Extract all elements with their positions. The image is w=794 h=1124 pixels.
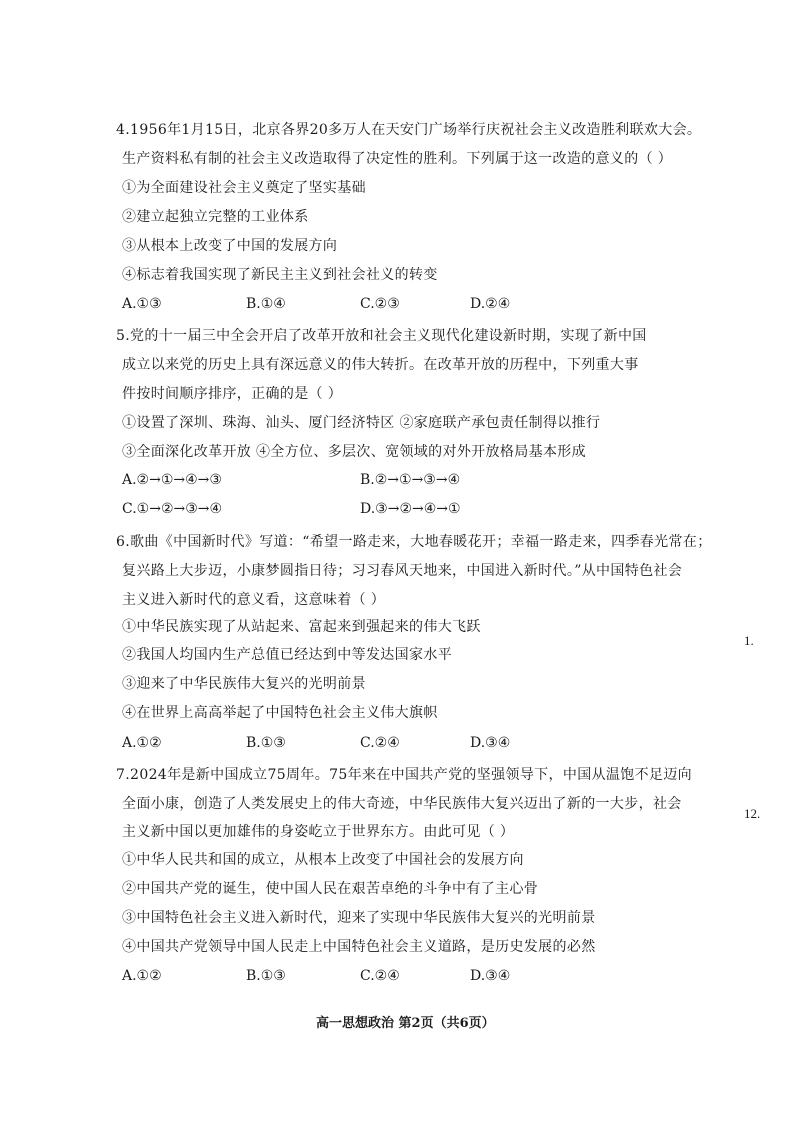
question-line: 7.2024年是新中国成立75周年。75年来在中国共产党的坚强领导下，中国从温饱不足迈向 [116, 767, 693, 783]
option-c: C.②④ [360, 968, 400, 984]
margin-mark: 12. [744, 806, 761, 821]
statement-1-2: ①设置了深圳、珠海、汕头、厦门经济特区 ②家庭联产承包责任制得以推行 [122, 415, 601, 431]
option-a: A.②→①→④→③ [122, 472, 222, 488]
statement-1: ①为全面建设社会主义奠定了坚实基础 [122, 180, 366, 196]
question-line: 件按时间顺序排序，正确的是（ ） [122, 386, 343, 402]
page-footer: 高一思想政治 第2页（共6页） [316, 1016, 495, 1031]
option-a: A.①② [122, 968, 162, 984]
option-b: B.①③ [246, 968, 286, 984]
option-d: D.②④ [470, 296, 511, 312]
question-line: 5.党的十一届三中全会开启了改革开放和社会主义现代化建设新时期，实现了新中国 [116, 328, 647, 344]
option-c: C.①→②→③→④ [122, 501, 223, 517]
question-line: 全面小康，创造了人类发展史上的伟大奇迹，中华民族伟大复兴迈出了新的一大步，社会 [122, 796, 682, 812]
statement-4: ④在世界上高高举起了中国特色社会主义伟大旗帜 [122, 705, 438, 721]
question-line: 生产资料私有制的社会主义改造取得了决定性的胜利。下列属于这一改造的意义的（ ） [122, 151, 673, 167]
option-b: B.①④ [246, 296, 286, 312]
question-line: 复兴路上大步迈，小康梦圆指日待；习习春风天地来，中国进入新时代。”从中国特色社会 [122, 563, 683, 579]
statement-3-4: ③全面深化改革开放 ④全方位、多层次、宽领域的对外开放格局基本形成 [122, 444, 586, 460]
option-b: B.①③ [246, 735, 286, 751]
question-line: 6.歌曲《中国新时代》写道：“希望一路走来，大地春暖花开；幸福一路走来，四季春光常在； [116, 534, 712, 550]
statement-3: ③中国特色社会主义进入新时代，迎来了实现中华民族伟大复兴的光明前景 [122, 910, 596, 926]
option-b: B.②→①→③→④ [360, 472, 461, 488]
statement-2: ②中国共产党的诞生，使中国人民在艰苦卓绝的斗争中有了主心骨 [122, 881, 539, 897]
option-d: D.③④ [470, 735, 511, 751]
question-line: 成立以来党的历史上具有深远意义的伟大转折。在改革开放的历程中，下列重大事 [122, 357, 639, 373]
margin-mark: 1. [744, 633, 754, 648]
statement-3: ③迎来了中华民族伟大复兴的光明前景 [122, 676, 366, 692]
statement-2: ②建立起独立完整的工业体系 [122, 209, 309, 225]
statement-4: ④标志着我国实现了新民主主义到社会社义的转变 [122, 267, 438, 283]
option-d: D.③④ [470, 968, 511, 984]
statement-1: ①中华民族实现了从站起来、富起来到强起来的伟大飞跃 [122, 619, 481, 635]
question-line: 主义新中国以更加雄伟的身姿屹立于世界东方。由此可见（ ） [122, 824, 515, 840]
statement-1: ①中华人民共和国的成立，从根本上改变了中国社会的发展方向 [122, 852, 524, 868]
question-line: 主义进入新时代的意义看，这意味着（ ） [122, 592, 386, 608]
statement-3: ③从根本上改变了中国的发展方向 [122, 238, 338, 254]
statement-2: ②我国人均国内生产总值已经达到中等发达国家水平 [122, 647, 453, 663]
option-c: C.②④ [360, 735, 400, 751]
option-c: C.②③ [360, 296, 400, 312]
option-a: A.①③ [122, 296, 162, 312]
option-a: A.①② [122, 735, 162, 751]
option-d: D.③→②→④→① [360, 501, 461, 517]
statement-4: ④中国共产党领导中国人民走上中国特色社会主义道路，是历史发展的必然 [122, 939, 596, 955]
question-line: 4.1956年1月15日，北京各界20多万人在天安门广场举行庆祝社会主义改造胜利联欢大会。 [116, 122, 702, 138]
